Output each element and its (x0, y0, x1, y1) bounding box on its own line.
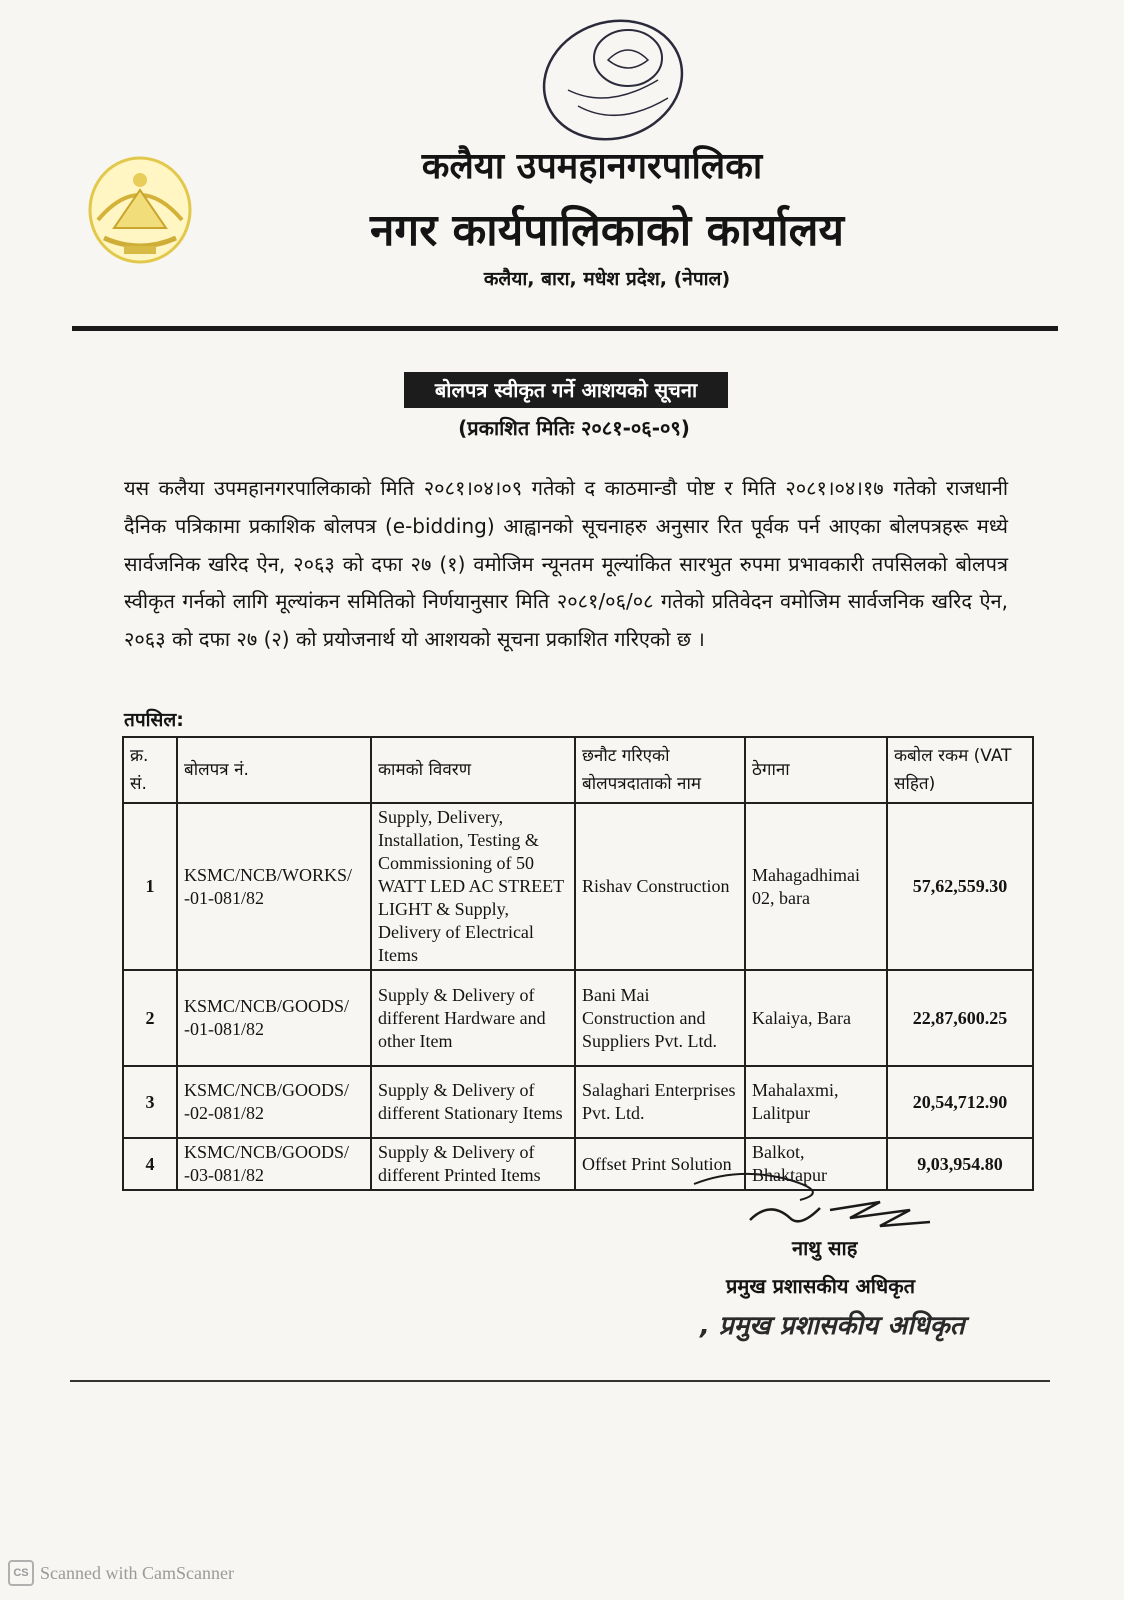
row-bidder: Rishav Construction (575, 803, 745, 970)
header-bid-no: बोलपत्र नं. (177, 737, 371, 803)
table-row (123, 970, 1033, 1066)
row-sn: 3 (123, 1066, 177, 1138)
organization-name: कलैया उपमहानगरपालिका (421, 146, 763, 187)
row-bid-no: KSMC/NCB/GOODS/ -01-081/82 (177, 970, 371, 1066)
bid-table (122, 736, 1034, 1191)
signer-name: नाथु साह (792, 1236, 858, 1260)
signer-title: प्रमुख प्रशासकीय अधिकृत (726, 1274, 915, 1298)
signature (680, 1170, 950, 1240)
row-description: Supply, Delivery, Installation, Testing & Commissioning of 50 WATT LED AC STREET LIGHT & Supply, Delivery of Electrical Items (371, 803, 575, 970)
scanner-text: Scanned with CamScanner (40, 1562, 234, 1583)
table-row (123, 803, 1033, 970)
row-bid-no: KSMC/NCB/GOODS/ -03-081/82 (177, 1138, 371, 1190)
office-stamp-icon (528, 10, 698, 150)
row-amount: 22,87,600.25 (887, 970, 1033, 1066)
row-bid-no: KSMC/NCB/GOODS/ -02-081/82 (177, 1066, 371, 1138)
row-bidder: Bani Mai Construction and Suppliers Pvt. Ltd. (575, 970, 745, 1066)
row-amount: 57,62,559.30 (887, 803, 1033, 970)
header-bidder: छनौट गरिएको बोलपत्रदाताको नाम (575, 737, 745, 803)
publication-date: (प्रकाशित मितिः २०८१-०६-०९) (458, 416, 690, 440)
header-divider (72, 326, 1058, 331)
office-name: नगर कार्यपालिकाको कार्यालय (370, 205, 844, 256)
header-sn: क्र. सं. (123, 737, 177, 803)
camscanner-icon: CS (8, 1560, 34, 1586)
notice-body: यस कलैया उपमहानगरपालिकाको मिति २०८१।०४।०९ गतेको द काठमान्डौ पोष्ट र मिति २०८१।०४।१७ गतेको राजधानी दैनिक पत्रिकामा प्रकाशिक बोलपत्र (e-bidding) आह्वानको सूचनाहरु अनुसार रित पूर्वक पर्न आएका बोलपत्रहरू मध्ये सार्वजनिक खरिद ऐन, २०६३ को दफा २७ (१) वमोजिम न्यूनतम मूल्यांकित सारभुत रुपमा प्रभावकारी तपसिलको बोलपत्र स्वीकृत गर्नको लागि मूल्यांकन समितिको निर्णयानुसार मिति २०८१/०६/०८ गतेको प्रतिवेदन वमोजिम सार्वजनिक खरिद ऐन, २०६३ को दफा २७ (२) को प्रयोजनार्थ यो आशयको सूचना प्रकाशित गरिएको छ । (124, 476, 1008, 652)
row-sn: 1 (123, 803, 177, 970)
office-address: कलैया, बारा, मधेश प्रदेश, (नेपाल) (483, 268, 731, 290)
row-amount: 20,54,712.90 (887, 1066, 1033, 1138)
row-sn: 4 (123, 1138, 177, 1190)
row-address: Mahalaxmi, Lalitpur (745, 1066, 887, 1138)
footer-divider (70, 1380, 1050, 1382)
header-amount: कबोल रकम (VAT सहित) (887, 737, 1033, 803)
signer-stamp-title: , प्रमुख प्रशासकीय अधिकृत (700, 1311, 965, 1341)
row-address: Kalaiya, Bara (745, 970, 887, 1066)
row-sn: 2 (123, 970, 177, 1066)
row-description: Supply & Delivery of different Stationary Items (371, 1066, 575, 1138)
row-bidder: Salaghari Enterprises Pvt. Ltd. (575, 1066, 745, 1138)
row-description: Supply & Delivery of different Printed Items (371, 1138, 575, 1190)
notice-title: बोलपत्र स्वीकृत गर्ने आशयको सूचना (404, 372, 728, 408)
scanner-watermark (8, 1560, 234, 1586)
row-description: Supply & Delivery of different Hardware and other Item (371, 970, 575, 1066)
table-row (123, 1066, 1033, 1138)
table-header-row (123, 737, 1033, 803)
row-address: Mahagadhimai 02, bara (745, 803, 887, 970)
schedule-label: तपसिल: (124, 709, 184, 731)
header-description: कामको विवरण (371, 737, 575, 803)
row-bid-no: KSMC/NCB/WORKS/ -01-081/82 (177, 803, 371, 970)
header-address: ठेगाना (745, 737, 887, 803)
row-bidder: Offset Print Solution (575, 1138, 745, 1190)
row-amount: 9,03,954.80 (887, 1138, 1033, 1190)
row-address: Balkot, Bhaktapur (745, 1138, 887, 1190)
